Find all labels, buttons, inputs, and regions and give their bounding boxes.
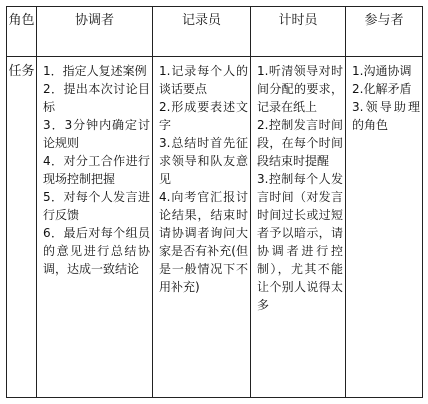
cell-coordinator bbox=[37, 57, 153, 398]
list-item: 3.总结时首先征求领导和队友意见 bbox=[159, 136, 248, 186]
header-participant: 参与者 bbox=[346, 7, 423, 57]
header-timekeeper: 计时员 bbox=[251, 7, 346, 57]
list-item: 1.听清领导对时间分配的要求，记录在纸上 bbox=[257, 64, 343, 114]
cell-recorder bbox=[153, 57, 251, 398]
row-header-task: 任务 bbox=[7, 57, 37, 398]
list-item: 3.领导助理的角色 bbox=[352, 100, 420, 132]
list-item: 1．指定人复述案例 bbox=[43, 64, 147, 78]
list-item: 2.控制发言时间段，在每个时间段结束时提醒 bbox=[257, 118, 343, 168]
recorder-task-list bbox=[153, 57, 250, 296]
timekeeper-task-list bbox=[251, 57, 345, 314]
header-coordinator: 协调者 bbox=[37, 7, 153, 57]
list-item: 4．对分工合作进行现场控制把握 bbox=[43, 154, 150, 186]
task-row bbox=[7, 57, 423, 398]
list-item: 3.控制每个人发言时间（对发言时间过长或过短者予以暗示，请协调者进行控制），尤其不能让个别人说得太多 bbox=[257, 172, 343, 312]
list-item: 3．3分钟内确定讨论规则 bbox=[43, 118, 150, 150]
list-item: 2．提出本次讨论目标 bbox=[43, 82, 150, 114]
cell-participant bbox=[346, 57, 423, 398]
participant-task-list bbox=[346, 57, 422, 134]
list-item: 1.沟通协调 bbox=[352, 64, 412, 78]
list-item: 6．最后对每个组员的意见进行总结协调，达成一致结论 bbox=[43, 226, 150, 276]
coordinator-task-list bbox=[37, 57, 152, 278]
header-row bbox=[7, 7, 423, 57]
cell-timekeeper bbox=[251, 57, 346, 398]
header-recorder: 记录员 bbox=[153, 7, 251, 57]
list-item: 2.形成要表述文字 bbox=[159, 100, 248, 132]
list-item: 5．对每个人发言进行反馈 bbox=[43, 190, 150, 222]
list-item: 1.记录每个人的谈话要点 bbox=[159, 64, 248, 96]
corner-header: 角色 bbox=[7, 7, 37, 57]
roles-task-table bbox=[6, 6, 423, 398]
list-item: 4.向考官汇报讨论结果，结束时请协调者询问大家是否有补充(但是一般情况下不用补充) bbox=[159, 190, 248, 294]
list-item: 2.化解矛盾 bbox=[352, 82, 412, 96]
